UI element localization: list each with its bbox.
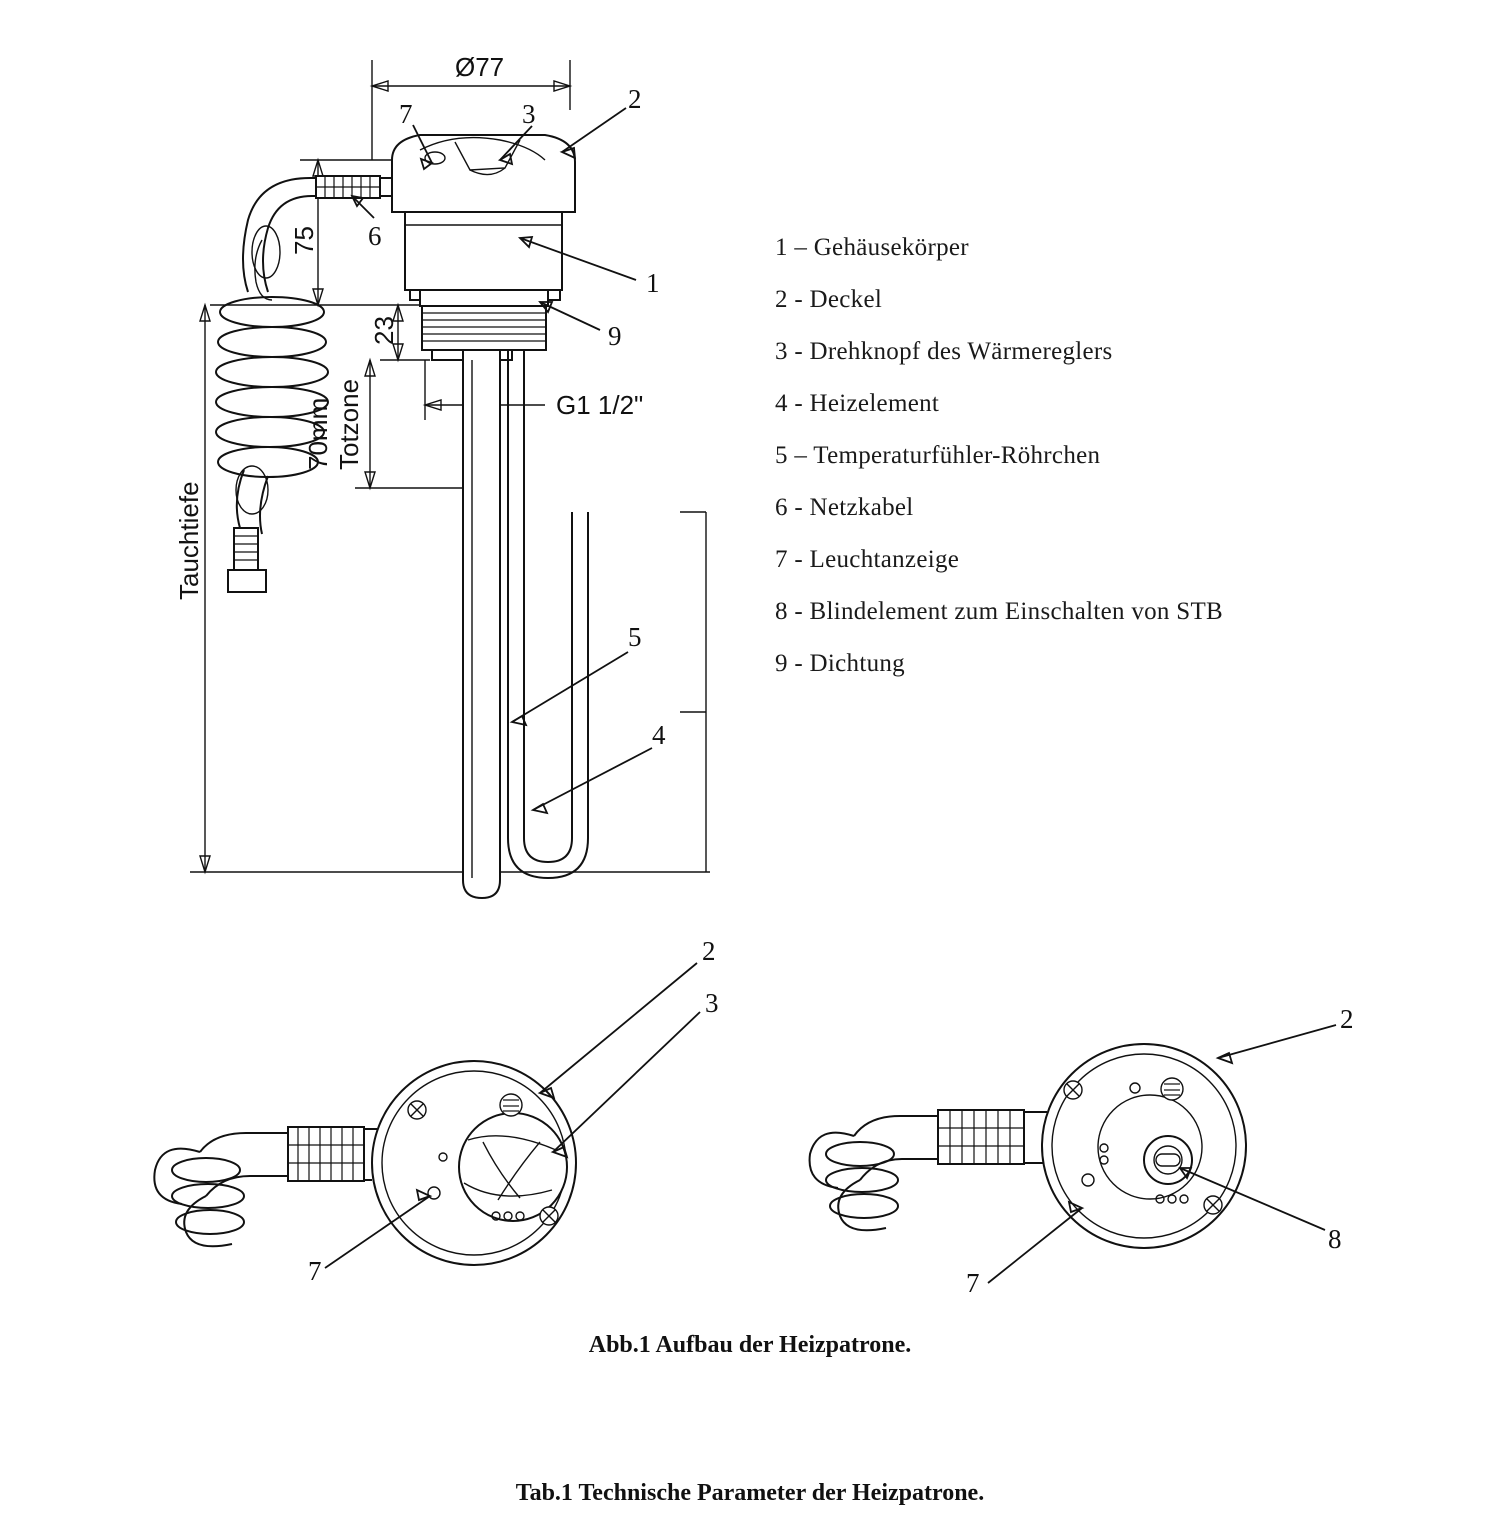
dim-thread-label: G1 1/2" (556, 390, 644, 420)
dim-totzone (355, 360, 470, 488)
legend-item-4: 4 - Heizelement (775, 390, 940, 417)
legend-item-2: 2 - Deckel (775, 286, 883, 313)
dim-totzone-label: Totzone (334, 378, 364, 470)
view-top-right (810, 1025, 1336, 1283)
legend-item-7: 7 - Leuchtanzeige (775, 546, 960, 573)
callout-7-main: 7 (399, 99, 413, 129)
dim-70mm-label: 70mm (303, 397, 333, 470)
dim-23-label: 23 (369, 316, 399, 345)
callout-3-left: 3 (705, 988, 719, 1018)
dim-75-label: 75 (289, 226, 319, 255)
legend-item-9: 9 - Dichtung (775, 650, 905, 677)
dim-tauchtiefe-label: Tauchtiefe (174, 481, 204, 600)
power-plug (228, 528, 266, 592)
legend-item-5: 5 – Temperaturfühler-Röhrchen (775, 442, 1101, 469)
legend-item-8: 8 - Blindelement zum Einschalten von STB (775, 598, 1224, 625)
figure-caption: Abb.1 Aufbau der Heizpatrone. (588, 1332, 912, 1358)
main-view (190, 60, 710, 898)
dim-diameter-label: Ø77 (455, 52, 505, 82)
callout-2-right: 2 (1340, 1004, 1354, 1034)
callout-8-right: 8 (1328, 1224, 1342, 1254)
legend-item-3: 3 - Drehknopf des Wärmereglers (775, 338, 1113, 365)
callout-6-main: 6 (368, 221, 382, 251)
callout-2-left: 2 (702, 936, 716, 966)
sensor-tube (463, 350, 500, 898)
callout-9-main: 9 (608, 321, 622, 351)
table-caption: Tab.1 Technische Parameter der Heizpatrone. (515, 1480, 985, 1506)
view-top-left (154, 963, 700, 1268)
callout-4-main: 4 (652, 720, 666, 750)
callout-1-main: 1 (646, 268, 660, 298)
callout-7-right: 7 (966, 1268, 980, 1298)
callout-5-main: 5 (628, 622, 642, 652)
legend-item-6: 6 - Netzkabel (775, 494, 914, 521)
legend-list (775, 222, 1415, 690)
heating-element (508, 350, 588, 878)
callout-2-main: 2 (628, 84, 642, 114)
callout-3-main: 3 (522, 99, 536, 129)
dim-element-right (680, 512, 706, 872)
callout-7-left: 7 (308, 1256, 322, 1286)
legend-item-1: 1 – Gehäusekörper (775, 234, 969, 261)
